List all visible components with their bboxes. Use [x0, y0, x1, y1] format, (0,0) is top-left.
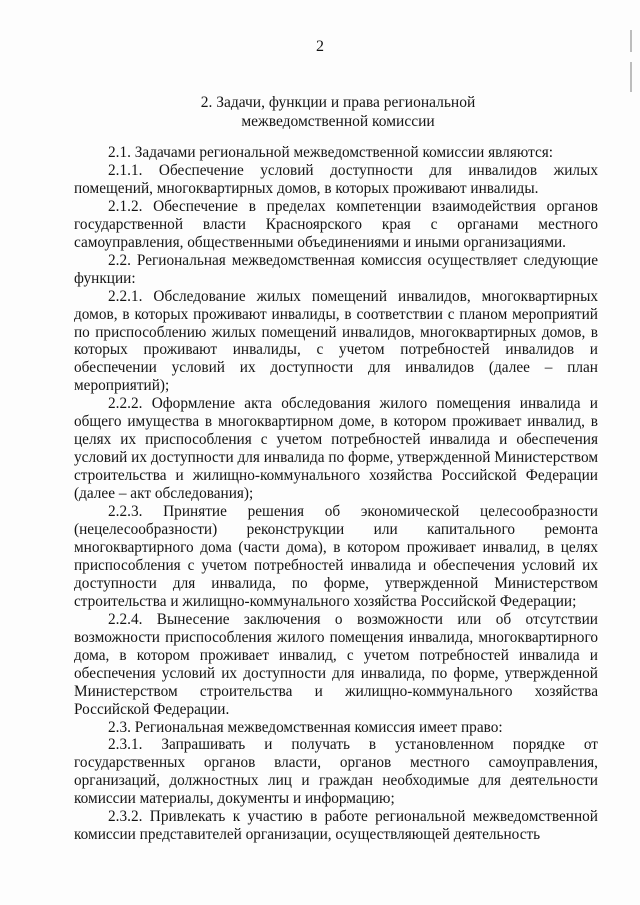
heading-line: межведомственной комиссии [241, 113, 435, 130]
paragraph-2-1: 2.1. Задачами региональной межведомственной комиссии являются: [108, 144, 554, 161]
paragraph-2-3-1: 2.3.1. Запрашивать и получать в установленном порядке от государственных органов власти, органов местного самоуправления, организаций, должностных лиц и граждан необходимые для деятельности комиссии материалы, документы и информацию; [74, 736, 598, 808]
paragraph-2-2-3: 2.2.3. Принятие решения об экономической целесообразности (нецелесообразности) реконструкции или капитального ремонта многоквартирного дома (части дома), в котором проживает инвалид, в целях приспособления с учетом потребностей инвалида и обеспечения условий их доступности для инвалида, по форме, утвержденной Министерством строительства и жилищно-коммунального хозяйства Российской Федерации; [74, 503, 598, 610]
document-body [74, 144, 598, 844]
paragraph-2-1-1: 2.1.1. Обеспечение условий доступности для инвалидов жилых помещений, многоквартирных домов, в которых проживают инвалиды. [74, 161, 598, 197]
paragraph-2-1-2: 2.1.2. Обеспечение в пределах компетенции взаимодействия органов государственной власти Красноярского края с органами местного самоуправления, общественными объединениями и иными организациями. [74, 197, 598, 251]
page-number: 2 [316, 38, 324, 55]
paragraph-2-2-4: 2.2.4. Вынесение заключения о возможности или об отсутствии возможности приспособления жилого помещения инвалида, многоквартирного дома, в котором проживает инвалид, с учетом потребностей инвалида и обеспечения условий их доступности для инвалида, по форме, утвержденной Министерством строительства и жилищно-коммунального хозяйства Российской Федерации. [74, 610, 598, 718]
paragraph-2-3: 2.3. Региональная межведомственная комиссия имеет право: [108, 718, 503, 736]
heading-line: 2. Задачи, функции и права региональной [200, 94, 476, 111]
scan-edge-mark [630, 30, 632, 52]
paragraph-2-2-2: 2.2.2. Оформление акта обследования жилого помещения инвалида и общего имущества в многоквартирном доме, в котором проживает инвалид, в целях их приспособления с учетом потребностей инвалида и обеспечения условий их доступности для инвалида по форме, утвержденной Министерством строительства и жилищно-коммунального хозяйства Российской Федерации (далее – акт обследования); [74, 395, 598, 503]
scan-edge-mark [630, 62, 632, 92]
paragraph-2-2: 2.2. Региональная межведомственная комиссия осуществляет следующие функции: [74, 251, 598, 287]
section-heading [90, 93, 586, 131]
paragraph-2-3-2: 2.3.2. Привлекать к участию в работе региональной межведомственной комиссии представителей организации, осуществляющей деятельность [74, 808, 598, 844]
paragraph-2-2-1: 2.2.1. Обследование жилых помещений инвалидов, многоквартирных домов, в которых проживают инвалиды, в соответствии с планом мероприятий по приспособлению жилых помещений инвалидов, многоквартирных домов, в которых проживают инвалиды, с учетом потребностей инвалидов и обеспечении условий их доступности для инвалидов (далее – план мероприятий); [74, 287, 598, 395]
